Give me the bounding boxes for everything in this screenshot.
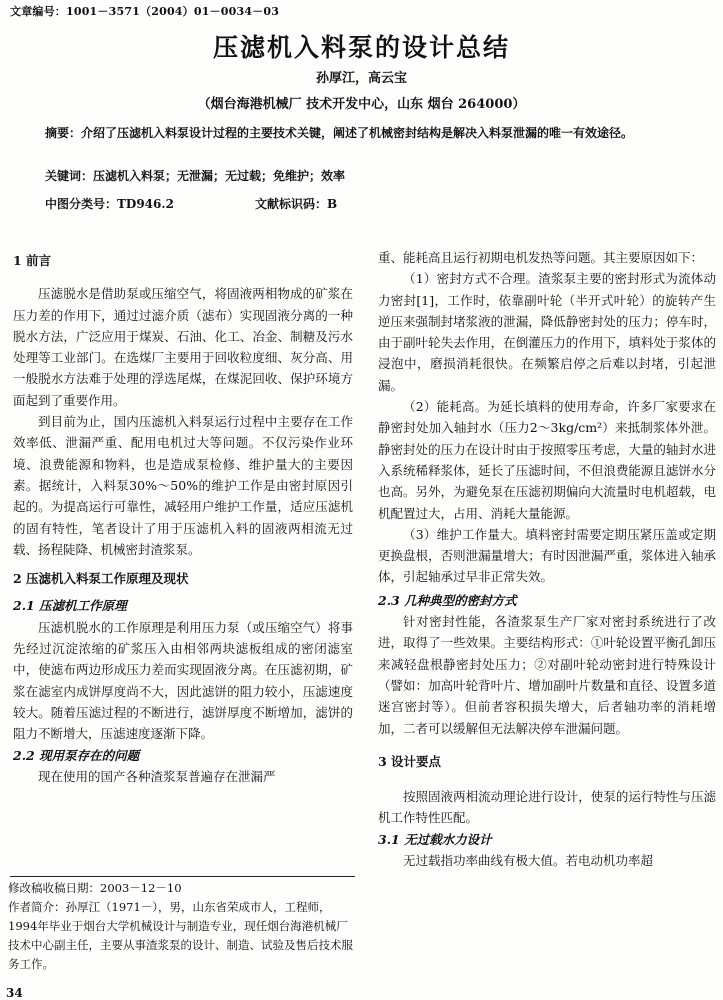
paper-title: 压滤机入料泵的设计总结 <box>212 33 510 62</box>
section-3-paragraph: 按照固液两相流动理论进行设计，使泵的运行特性与压滤机工作特性匹配。 <box>378 789 716 826</box>
right-column <box>378 247 716 871</box>
section-3-1-heading: 3.1 无过载水力设计 <box>378 831 492 847</box>
affiliation: （烟台海港机械厂 技术开发中心，山东 烟台 264000） <box>197 97 526 112</box>
article-id: 文章编号：1001－3571（2004）01－0034－03 <box>10 5 280 18</box>
clc-number: 中图分类号：TD946.2 <box>45 197 174 211</box>
item-1-paragraph: （1）密封方式不合理。渣浆泵主要的密封形式为流体动力密封[1]，工作时，依靠副叶轮（半开式叶轮）的旋转产生逆压来强制封堵浆液的泄漏，降低静密封处的压力；停车时，由于副叶轮失去作用，在倒灌压力的作用下，填料处于浆体的浸泡中，磨损消耗很快。在频繁启停之后难以封堵，引起泄漏。 <box>378 271 716 393</box>
section-2-1-heading: 2.1 压滤机工作原理 <box>13 598 127 614</box>
document-code: 文献标识码：B <box>255 197 338 211</box>
section-2-2-paragraph: 现在使用的国产各种渣浆泵普遍存在泄漏严 <box>38 768 276 784</box>
authors: 孙厚江，高云宝 <box>315 71 407 86</box>
item-2-paragraph: （2）能耗高。为延长填料的使用寿命，许多厂家要求在静密封处加入轴封水（压力2～3kg/cm²）来抵制浆体外泄。静密封处的压力在设计时由于按照零压考虑，大量的轴封水进入系统稀释浆体，延长了压滤时间，不但浪费能源且滤饼水分也高。另外，为避免泵在压滤初期偏向大流量时电机超载，电机配置过大，占用、消耗大量能源。 <box>378 399 716 521</box>
left-column <box>13 250 353 787</box>
author-bio: 作者简介：孙厚江（1971－），男，山东省荣成市人，工程师，1994年毕业于烟台大学机械设计与制造专业，现任烟台海港机械厂技术中心副主任，主要从事渣浆泵的设计、制造、试验及售后技术服务工作。 <box>8 900 353 971</box>
footnote-divider <box>10 876 355 877</box>
item-3-paragraph: （3）维护工作量大。填料密封需要定期压紧压盖或定期更换盘根，否则泄漏量增大；有时因泄漏严重，浆体进入轴承体，引起轴承过早非正常失效。 <box>378 526 716 585</box>
page-number: 34 <box>6 986 23 1000</box>
received-date: 修改稿收稿日期：2003－12－10 <box>8 881 182 895</box>
section-2-2-heading: 2.2 现用泵存在的问题 <box>13 747 140 763</box>
section-2-1-paragraph: 压滤机脱水的工作原理是利用压力泵（或压缩空气）将事先经过沉淀浓缩的矿浆压入由相邻两块滤板组成的密闭滤室中，使滤布两边形成压力差而实现固液分离。在压滤初期，矿浆在滤室内成饼厚度尚不大，因此滤饼的阻力较小，压滤速度较大。随着压滤过程的不断进行，滤饼厚度不断增加，滤饼的阻力不断增大，压滤速度逐渐下降。 <box>13 619 353 742</box>
section-2-3-paragraph: 针对密封性能，各渣浆泵生产厂家对密封系统进行了改进，取得了一些效果。主要结构形式：①叶轮设置平衡孔卸压来减轻盘根静密封处压力；②对副叶轮动密封进行特殊设计（譬如：加高叶轮背叶片、增加副叶片数量和直径、设置多道迷宫密封等）。但前者容积损失增大，后者轴功率的消耗增加，二者可以缓解但无法解决停车泄漏问题。 <box>378 614 716 736</box>
section-1-heading: 1 前言 <box>13 253 52 268</box>
section-1-paragraph-1: 压滤脱水是借助泵或压缩空气，将固液两相物成的矿浆在压力差的作用下，通过过滤介质（滤布）实现固液分离的一种脱水方法，广泛应用于煤炭、石油、化工、冶金、制糖及污水处理等工业部门。在选煤厂主要用于回收粒度细、灰分高、用一般脱水方法难于处理的浮选尾煤，在煤泥回收、保护环境方面起到了重要作用。 <box>13 286 353 408</box>
continued-paragraph: 重、能耗高且运行初期电机发热等问题。其主要原因如下： <box>378 250 704 265</box>
footnotes <box>8 879 353 974</box>
section-2-heading: 2 压滤机入料泵工作原理及现状 <box>13 571 189 587</box>
abstract: 摘要：介绍了压滤机入料泵设计过程的主要技术关键，阐述了机械密封结构是解决入料泵泄漏的唯一有效途径。 <box>45 126 634 140</box>
section-3-1-paragraph: 无过载指功率曲线有极大值。若电动机功率超 <box>403 853 654 869</box>
section-2-3-heading: 2.3 几种典型的密封方式 <box>378 592 517 608</box>
section-1-paragraph-2: 到目前为止，国内压滤机入料泵运行过程中主要存在工作效率低、泄漏严重、配用电机过大等问题。不仅污染作业环境、浪费能源和物料，也是造成泵检修、维护量大的主要因素。据统计，入料泵30%～50%的维护工作是由密封原因引起的。为提高运行可靠性，减轻用户维护工作量，适应压滤机的固有特性，笔者设计了用于压滤机入料的固液两相流无过载、扬程陡降、机械密封渣浆泵。 <box>13 414 353 557</box>
keywords: 关键词：压滤机入料泵；无泄漏；无过载；免维护；效率 <box>45 169 346 183</box>
section-3-heading: 3 设计要点 <box>378 753 442 769</box>
classification-row <box>45 195 685 212</box>
